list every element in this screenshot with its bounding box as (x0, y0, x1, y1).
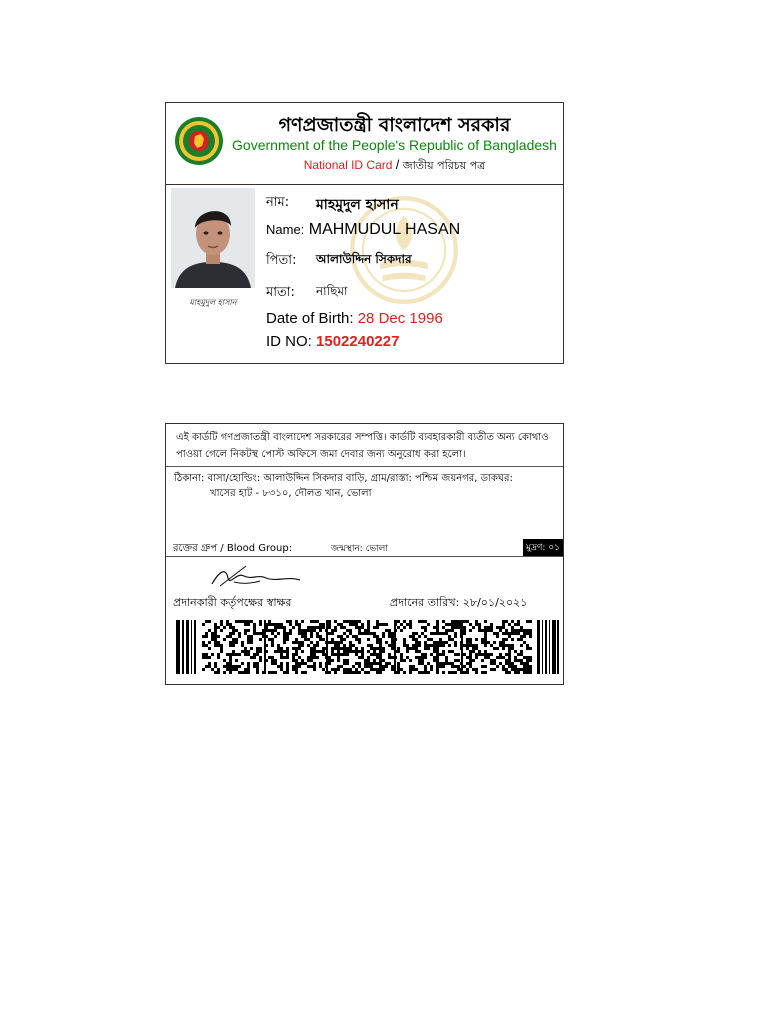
mother-row (266, 283, 348, 304)
card-type-separator: / (395, 157, 400, 172)
father-value: আলাউদ্দিন সিকদার (316, 252, 412, 266)
portrait-image (171, 188, 255, 288)
nid-card-back (165, 423, 564, 685)
name-bangla-row (266, 193, 399, 214)
blood-group-label: রক্তের গ্রুপ / Blood Group: (173, 543, 293, 554)
issue-date-block (390, 594, 527, 613)
bangladesh-seal-icon (174, 116, 224, 166)
print-count-badge: মুদ্রণ: ০১ (523, 539, 563, 556)
mother-value: নাছিমা (316, 284, 348, 298)
dob-row (266, 310, 443, 327)
issue-date-label: প্রদানের তারিখ: (390, 596, 460, 609)
name-bangla-value: মাহমুদুল হাসান (316, 197, 399, 213)
card-type-bangla: জাতীয় পরিচয় পত্র (402, 159, 486, 172)
id-row (266, 333, 399, 350)
name-english-value: MAHMUDUL HASAN (308, 221, 461, 238)
title-english: Government of the People's Republic of Bangladesh (232, 137, 557, 153)
property-notice: এই কার্ডটি গণপ্রজাতন্ত্রী বাংলাদেশ সরকারের সম্পত্তি। কার্ডটি ব্যবহারকারী ব্যতীত অন্য কোথাও পাওয়া গেলে নিকটস্থ পোস্ট অফিসে জমা দেবার জন্য অনুরোধ করা হলো। (166, 424, 563, 467)
name-bangla-label: নাম: (266, 195, 290, 210)
id-label: ID NO: (266, 333, 312, 350)
father-row (266, 251, 412, 272)
id-value: 1502240227 (316, 333, 400, 350)
address-line-2: খাসের হাট - ৮৩১০, দৌলত খান, ভোলা (210, 488, 372, 499)
card-header (166, 103, 563, 185)
holder-signature: মাহমুদুল হাসান (189, 298, 237, 307)
barcode (176, 620, 559, 674)
name-english-label: Name: (266, 222, 305, 237)
father-label: পিতা: (266, 253, 297, 268)
mother-label: মাতা: (266, 285, 295, 300)
address-block (174, 471, 555, 501)
blood-group-row (166, 538, 563, 557)
card-type-english: National ID Card (303, 158, 393, 172)
authority-signature-icon (206, 562, 306, 592)
card-type-line (226, 157, 563, 176)
address-line-1: ঠিকানা: বাসা/হোল্ডিং: আলাউদ্দিন সিকদার বাড়ি, গ্রাম/রাস্তা: পশ্চিম জয়নগর, ডাকঘর: (174, 473, 513, 484)
authority-signature-label: প্রদানকারী কর্তৃপক্ষের স্বাক্ষর (173, 596, 292, 609)
dob-label: Date of Birth: (266, 310, 354, 327)
issue-date-value: ২৮/০১/২০২১ (462, 596, 528, 609)
name-english-row (266, 221, 460, 239)
birthplace: জন্মস্থান: ভোলা (331, 544, 388, 554)
nid-card-front (165, 102, 564, 364)
dob-value: 28 Dec 1996 (357, 310, 443, 327)
title-bangla: গণপ্রজাতন্ত্রী বাংলাদেশ সরকার (278, 114, 511, 136)
holder-photo (171, 188, 255, 288)
